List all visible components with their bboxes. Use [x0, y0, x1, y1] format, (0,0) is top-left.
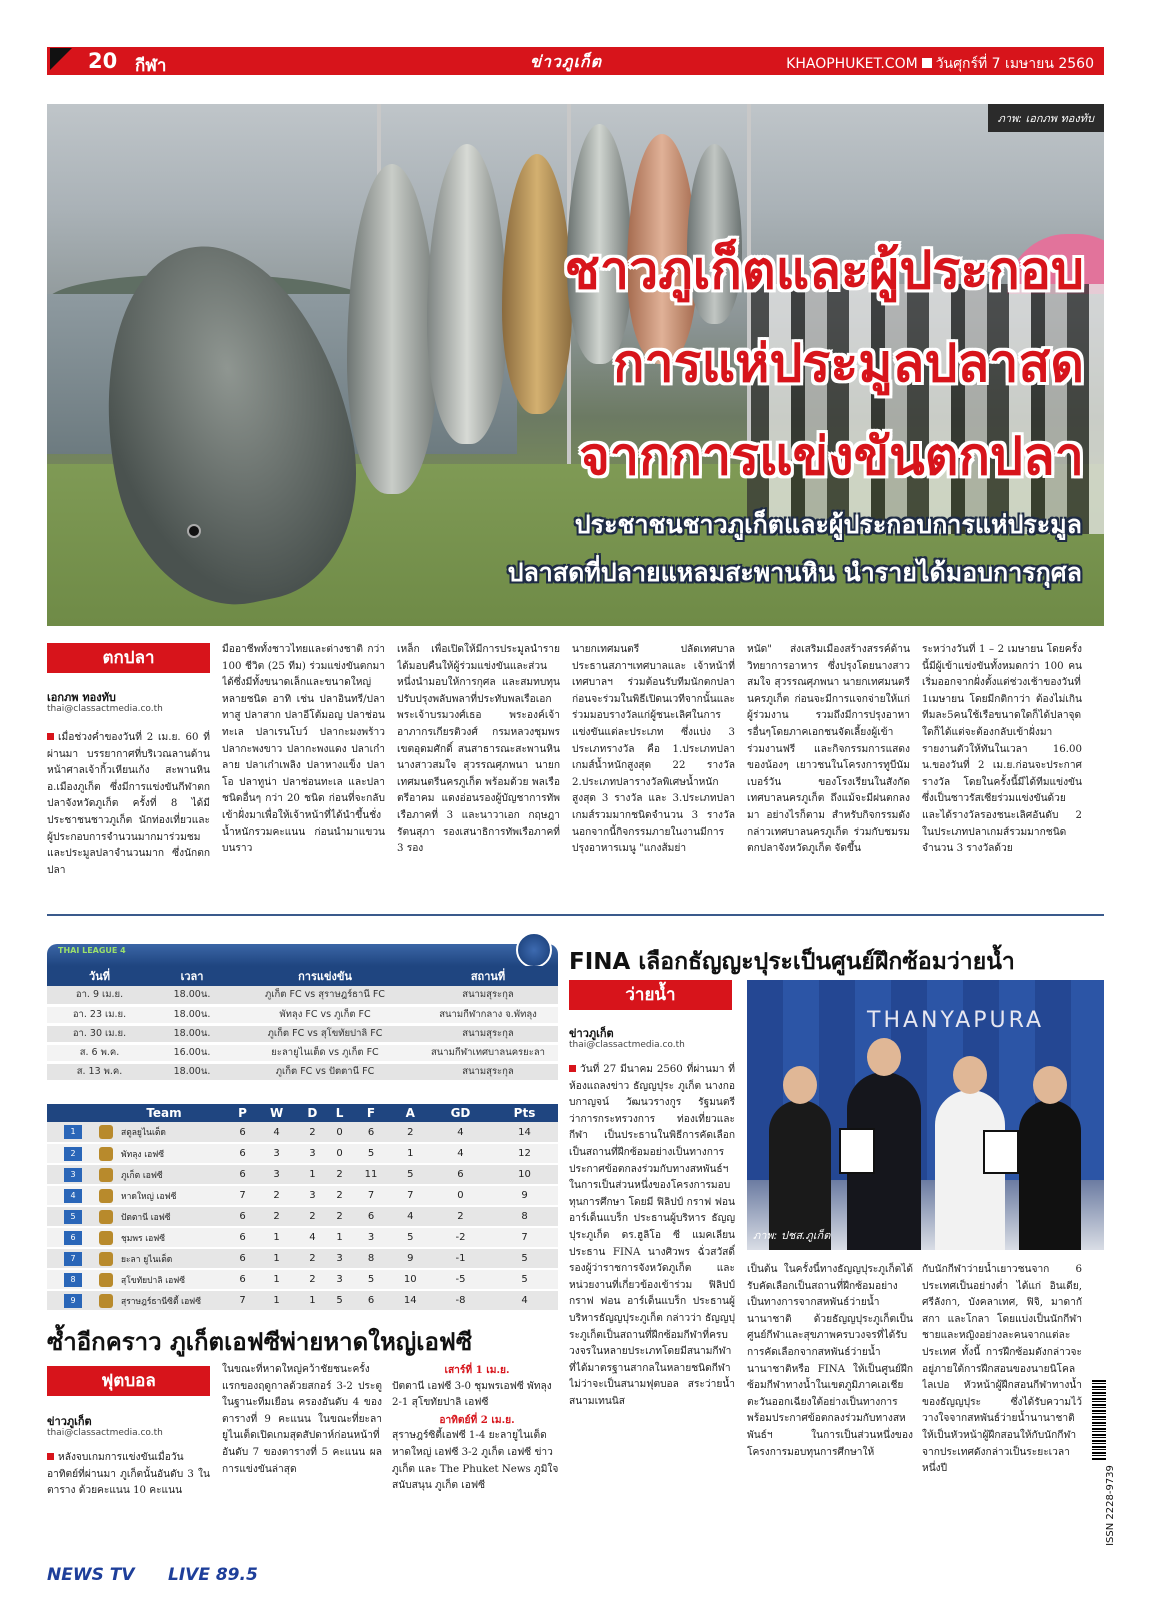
- stat-cell: 7: [229, 1290, 256, 1311]
- stat-cell: 5: [391, 1227, 430, 1248]
- person-head: [867, 1038, 901, 1076]
- fina-column-3: กับนักกีฬาว่ายน้ำเยาวชนจาก 6 ประเทศเป็นอย่างต่ำ ได้แก่ อินเดีย, ศรีลังกา, บังคลาเทศ, ฟิจิ, มาดากัสกา และโกลา โดยแบ่งเป็นนักกีฬาชายและหญิงอย่างละคนจากแต่ละประเทศ ทั้งนี้ การฝึกซ้อมดังกล่าวจะอยู่ภายใต้การฝึกสอนของนายนิโคล ไลเปอ หัวหน้าผู้ฝึกสอนกีฬาทางน้ำของธัญญปุระ ซึ่งได้รับความไว้วางใจจากสหพันธ์ว่ายน้ำนานาชาติให้เป็นหัวหน้าผู้ฝึกสอนให้กับนักกีฬาจากประเทศดังกล่าวเป็นระยะเวลาหนึ่งปี: [922, 1264, 1082, 1475]
- fixture-cell: 16.00น.: [152, 1043, 232, 1062]
- standings-col-rank: [47, 1104, 99, 1122]
- stat-cell: 10: [391, 1269, 430, 1290]
- stat-cell: 2: [391, 1122, 430, 1143]
- football-column-1: [47, 1450, 210, 1550]
- team-crest-icon: [99, 1294, 113, 1308]
- team-cell: [99, 1227, 229, 1248]
- person-head: [1033, 1066, 1067, 1104]
- stat-cell: 1: [328, 1227, 352, 1248]
- fishing-section-label: ตกปลา: [47, 643, 210, 673]
- stat-cell: 9: [391, 1248, 430, 1269]
- football-schedule: [392, 1362, 562, 1495]
- stat-cell: 6: [229, 1248, 256, 1269]
- standings-row: [47, 1248, 558, 1269]
- fina-author: ข่าวภูเก็ต: [569, 1027, 614, 1040]
- team-cell: [99, 1185, 229, 1206]
- team-crest-icon: [99, 1273, 113, 1287]
- fixture-row: [47, 1024, 558, 1043]
- stat-cell: 4: [430, 1143, 491, 1164]
- certificate-folder: [839, 1128, 875, 1174]
- team-crest-icon: [99, 1189, 113, 1203]
- stat-cell: 6: [351, 1206, 390, 1227]
- football-section-label: ฟุตบอล: [47, 1366, 210, 1396]
- newspaper-logo: ข่าวภูเก็ต: [530, 52, 602, 71]
- team-cell: [99, 1122, 229, 1143]
- fishing-column-1-text: เมื่อช่วงค่ำของวันที่ 2 เม.ย. 60 ที่ผ่านมา บรรยากาศที่บริเวณลานด้านหน้าศาลเจ้ากิ้วเหียนเก้ง สะพานหิน อ.เมืองภูเก็ต ซึ่งมีการแข่งขันกีฬาตกปลาจังหวัดภูเก็ต ครั้งที่ 8 ได้มีประชาชนชาวภูเก็ต นักท่องเที่ยวและผู้ประกอบการจำนวนมากมาร่วมชมและประมูลปลาจำนวนมาก ซึ่งนักตกปลา: [47, 732, 210, 876]
- fishing-author: เอกภพ ทองทับ: [47, 691, 116, 704]
- stat-cell: 2: [297, 1122, 328, 1143]
- stat-cell: 2: [328, 1206, 352, 1227]
- fishing-column-5: หนัด" ส่งเสริมเมืองสร้างสรรค์ด้านวิทยาการอาหาร ซึ่งปรุงโดยนางสาวสมใจ สุวรรณศุภพนา นายกเทศมนตรีนครภูเก็ต ก่อนจะมีการแจกจ่ายให้แก่ผู้ร่วมงาน รวมถึงมีการปรุงอาหารอื่นๆโดยภาคเอกชนจัดเลี้ยงผู้เข้าร่วมงานฟรี และกิจกรรมการแสดงของน้องๆ เยาวชนในโครงการทูบีนัมเบอร์วัน ของโรงเรียนในสังกัดเทศบาลนครภูเก็ต ถึงแม้จะมีฝนตกลงมา อย่างไรก็ตาม สำหรับกิจกรรมดังกล่าวเทศบาลนครภูเก็ต ร่วมกับชมรมตกปลาจังหวัดภูเก็ต จัดขึ้น: [747, 644, 910, 855]
- stat-cell: 12: [491, 1143, 558, 1164]
- stat-cell: 2: [430, 1206, 491, 1227]
- red-bullet-icon: [47, 733, 54, 740]
- stat-cell: 7: [391, 1185, 430, 1206]
- rank-cell: [47, 1290, 99, 1311]
- fixture-cell: ภูเก็ต FC vs สุโขทัยปาลิ FC: [232, 1024, 418, 1043]
- fixture-cell: สนามกีฬาเทศบาลนครยะลา: [418, 1043, 558, 1062]
- section-name: กีฬา: [135, 56, 167, 76]
- rank-badge: 8: [64, 1273, 82, 1287]
- stat-cell: 1: [297, 1164, 328, 1185]
- stat-cell: 4: [391, 1206, 430, 1227]
- stat-cell: 4: [491, 1290, 558, 1311]
- team-cell: [99, 1164, 229, 1185]
- issn-barcode: [1092, 1380, 1116, 1550]
- stat-cell: 4: [430, 1122, 491, 1143]
- stat-cell: 5: [491, 1248, 558, 1269]
- stat-cell: 5: [351, 1269, 390, 1290]
- subhead-line-1: ประชาชนชาวภูเก็ตและผู้ประกอบการแห่ประมูล: [574, 510, 1082, 539]
- stat-cell: 14: [391, 1290, 430, 1311]
- rank-badge: 6: [64, 1231, 82, 1245]
- rank-cell: [47, 1206, 99, 1227]
- stat-cell: 3: [328, 1248, 352, 1269]
- fishing-column-2: มืออาชีพทั้งชาวไทยและต่างชาติ กว่า 100 ชีวิต (25 ทีม) ร่วมแข่งขันตกมาได้ซึ่งมีทั้งขนาดเล็กและขนาดใหญ่หลายชนิด อาทิ เช่น ปลาอินทรี/ปลาทาสู ปลาสาก ปลาอีโต้มอญ ปลาช่อนทะเล ปลาเรนโบว์ ปลากะมงพร้าว ปลากะพงขาว ปลากะพงแดง ปลาเก๋าลาย ปลาเก๋าเพลิง ปลาหางแข็ง ปลาโอ ปลาทูน่า ปลาช่อนทะเล และปลาชนิดอื่นๆ กว่า 20 ชนิด ก่อนที่จะกลับเข้าฝั่งมาเพื่อให้เจ้าหน้าที่ได้นำขึ้นชั่งน้ำหนักรวมคะแนน ก่อนนำมาแขวนบนราว: [222, 644, 385, 855]
- team-cell: [99, 1269, 229, 1290]
- photo-brand-text: THANYAPURA: [867, 1008, 1045, 1033]
- saturday-heading: เสาร์ที่ 1 เม.ย.: [444, 1364, 510, 1376]
- stat-cell: 7: [229, 1185, 256, 1206]
- fixture-cell: 18.00น.: [152, 1062, 232, 1081]
- stat-cell: 2: [256, 1206, 297, 1227]
- fina-column-1-text: วันที่ 27 มีนาคม 2560 ที่ผ่านมา ที่ห้องแถลงข่าว ธัญญปุระ ภูเก็ต นางกอบกาญจน์ วัฒนวรางกูร รัฐมนตรีว่าการกระทรวงการ ท่องเที่ยวและกีฬา เป็นประธานในพิธีการคัดเลือกเป็นสถานที่ฝึกซ้อมอย่างเป็นทางการประกาศข้อตกลงร่วมกับทางสหพันธ์ฯ ในการเป็นส่วนหนึ่งของโครงการมอบทุนการศึกษา โดยมี ฟิลิปป์ กราฟ ฟอน อาร์เด็นแบร็ก ประธานผู้บริหาร ธัญญปุระภูเก็ต ดร.ฮูลิโอ ซี แมคเลียน ประธาน FINA นางศิวพร ฉั่วสวัสดิ์ รองผู้ว่าราชการจังหวัดภูเก็ต และหน่วยงานที่เกี่ยวข้องเข้าร่วม ฟิลิปป์ กราฟ ฟอน อาร์เด็นแบร็ก ประธานผู้บริหารธัญญปุระภูเก็ต กล่าวว่า ธัญญปุระภูเก็ตเป็นสถานที่ฝึกซ้อมกีฬาที่ครบวงจรในหลายประเภทโดยมีสนามกีฬาที่ได้มาตรฐานสากลในหลายชนิดกีฬาไม่ว่าจะเป็นสนามฟุตบอล สระว่ายน้ำ สนามเทนนิส: [569, 1064, 735, 1407]
- stat-cell: 2: [297, 1269, 328, 1290]
- rank-badge: 9: [64, 1294, 82, 1308]
- issn-number: ISSN 2228-9739: [1104, 1465, 1116, 1546]
- stat-cell: 2: [328, 1185, 352, 1206]
- football-headline: ซ้ำอีกคราว ภูเก็ตเอฟซีพ่ายหาดใหญ่เอฟซี: [47, 1328, 473, 1356]
- standings-col-w: W: [256, 1104, 297, 1122]
- stat-cell: 2: [328, 1164, 352, 1185]
- footer-logo-live-radio: LIVE 89.5: [168, 1565, 258, 1585]
- rank-badge: 4: [64, 1189, 82, 1203]
- sunday-results: สุราษฎร์ซิตี้เอฟซี 1-4 ยะลายูไนเต็ด หาดใหญ่ เอฟซี 3-2 ภูเก็ต เอฟซี ข่าวภูเก็ต และ The Phuket News ภูมิใจสนับสนุน ภูเก็ต เอฟซี: [392, 1430, 559, 1492]
- stat-cell: 7: [491, 1227, 558, 1248]
- fixture-table: [47, 966, 558, 1083]
- fixture-row: [47, 1043, 558, 1062]
- standings-row: [47, 1185, 558, 1206]
- square-separator-icon: [922, 58, 932, 68]
- stat-cell: 6: [229, 1227, 256, 1248]
- fixture-header-row: [47, 966, 558, 986]
- standings-row: [47, 1269, 558, 1290]
- fixture-cell: สนามสุระกุล: [418, 1062, 558, 1081]
- standings-col-d: D: [297, 1104, 328, 1122]
- team-name: สุโขทัยปาลิ เอฟซี: [121, 1275, 186, 1286]
- stat-cell: 2: [297, 1248, 328, 1269]
- page-number: 20: [88, 49, 118, 73]
- fixture-cell: ส. 13 พ.ค.: [47, 1062, 152, 1081]
- fixture-col-venue: สถานที่: [418, 966, 558, 986]
- team-name: ชุมพร เอฟซี: [121, 1233, 166, 1244]
- team-crest-icon: [99, 1168, 113, 1182]
- football-author: ข่าวภูเก็ต: [47, 1415, 92, 1428]
- team-cell: [99, 1143, 229, 1164]
- stat-cell: 7: [351, 1185, 390, 1206]
- team-cell: [99, 1206, 229, 1227]
- fixture-row: [47, 1062, 558, 1081]
- stat-cell: 8: [351, 1248, 390, 1269]
- team-cell: [99, 1248, 229, 1269]
- fish-shape: [347, 164, 437, 494]
- stat-cell: 3: [351, 1227, 390, 1248]
- site-and-date: [786, 53, 1094, 75]
- stat-cell: -8: [430, 1290, 491, 1311]
- stat-cell: 2: [297, 1206, 328, 1227]
- fina-column-1: [569, 1062, 735, 1550]
- stat-cell: 3: [297, 1185, 328, 1206]
- team-crest-icon: [99, 1147, 113, 1161]
- stat-cell: -5: [430, 1269, 491, 1290]
- fixture-cell: 18.00น.: [152, 986, 232, 1005]
- issue-date: วันศุกร์ที่ 7 เมษายน 2560: [935, 56, 1094, 72]
- fixture-cell: ภูเก็ต FC vs สุราษฎร์ธานี FC: [232, 986, 418, 1005]
- fixture-cell: ยะลายูไนเต็ด vs ภูเก็ต FC: [232, 1043, 418, 1062]
- rank-cell: [47, 1185, 99, 1206]
- standings-col-f: F: [351, 1104, 390, 1122]
- football-column-1-text: หลังจบเกมการแข่งขันเมื่อวันอาทิตย์ที่ผ่านมา ภูเก็ตนั้นอันดับ 3 ในตาราง ด้วยคะแนน 10 คะแนน: [47, 1452, 210, 1497]
- stat-cell: 5: [328, 1290, 352, 1311]
- team-crest-icon: [99, 1231, 113, 1245]
- rank-cell: [47, 1248, 99, 1269]
- barcode-icon: [1092, 1380, 1106, 1460]
- stat-cell: 3: [328, 1269, 352, 1290]
- team-name: หาดใหญ่ เอฟซี: [121, 1191, 177, 1202]
- fixture-cell: อา. 9 เม.ย.: [47, 986, 152, 1005]
- stat-cell: 8: [491, 1206, 558, 1227]
- headline-line-1: ชาวภูเก็ตและผู้ประกอบ: [564, 241, 1084, 301]
- rank-cell: [47, 1143, 99, 1164]
- hero-photo-credit: ภาพ: เอกภพ ทองทับ: [988, 104, 1104, 132]
- headline-line-3: จากการแข่งขันตกปลา: [579, 427, 1084, 487]
- stat-cell: 6: [229, 1269, 256, 1290]
- football-email[interactable]: thai@classactmedia.co.th: [47, 1428, 163, 1438]
- fixture-col-match: การแข่งขัน: [232, 966, 418, 986]
- standings-row: [47, 1164, 558, 1185]
- hero-photo: [47, 104, 1104, 626]
- stat-cell: 9: [491, 1185, 558, 1206]
- stat-cell: 3: [256, 1164, 297, 1185]
- stat-cell: 6: [229, 1206, 256, 1227]
- fina-photo: [747, 980, 1104, 1250]
- stat-cell: -2: [430, 1227, 491, 1248]
- standings-col-team: Team: [99, 1104, 229, 1122]
- fina-photo-credit: ภาพ: ปชส.ภูเก็ต: [753, 1229, 831, 1242]
- fish-shape: [427, 144, 507, 444]
- stat-cell: 5: [491, 1269, 558, 1290]
- fixture-cell: ส. 6 พ.ค.: [47, 1043, 152, 1062]
- fishing-column-3: เหล็ก เพื่อเปิดให้มีการประมูลนำรายได้มอบคืนให้ผู้ร่วมแข่งขันและส่วนหนึ่งนำมอบให้การกุศล และสมทบทุนปรับปรุงพลับพลาที่ประทับพลเรือเอกพระเจ้าบรมวงศ์เธอ พระองค์เจ้าอาภากรเกียรติวงศ์ กรมหลวงชุมพรเขตอุดมศักดิ์ สนสาธารณะสะพานหิน นางสาวสมใจ สุวรรณศุภพนา นายกเทศมนตรีนครภูเก็ต พร้อมด้วย พลเรือตรีอาคม แดงอ่อนรองผู้บัญชาการทัพเรือภาคที่ 3 และนาวาเอก กฤษฎา รัตนสุภา รองเสนาธิการทัพเรือภาคที่ 3 รอง: [397, 644, 560, 855]
- corner-triangle-icon: [50, 48, 72, 70]
- stat-cell: 3: [297, 1143, 328, 1164]
- standings-row: [47, 1227, 558, 1248]
- swimming-section-label: ว่ายน้ำ: [569, 980, 732, 1010]
- stat-cell: 14: [491, 1122, 558, 1143]
- rank-cell: [47, 1227, 99, 1248]
- red-bullet-icon: [569, 1065, 576, 1072]
- stat-cell: 1: [256, 1248, 297, 1269]
- red-bullet-icon: [47, 1453, 54, 1460]
- league-badge-icon: [516, 932, 552, 968]
- fixture-col-date: วันที่: [47, 966, 152, 986]
- fixture-cell: 18.00น.: [152, 1024, 232, 1043]
- saturday-results: ปัตตานี เอฟซี 3-0 ชุมพรเอฟซี พัทลุง 2-1 สุโขทัยปาลิ เอฟซี: [392, 1380, 552, 1409]
- stat-cell: 4: [256, 1122, 297, 1143]
- team-name: สตูลยูไนเต็ด: [121, 1128, 166, 1138]
- stat-cell: 6: [351, 1122, 390, 1143]
- rank-cell: [47, 1122, 99, 1143]
- fixture-cell: สนามกีฬากลาง จ.พัทลุง: [418, 1005, 558, 1024]
- league-logo: THAI LEAGUE 4: [58, 946, 126, 955]
- stat-cell: -1: [430, 1248, 491, 1269]
- person-head: [783, 1066, 817, 1104]
- fina-email[interactable]: thai@classactmedia.co.th: [569, 1040, 685, 1050]
- fina-headline: FINA เลือกธัญญะปุระเป็นศูนย์ฝึกซ้อมว่ายน้ำ: [569, 949, 1015, 975]
- fixture-cell: 18.00น.: [152, 1005, 232, 1024]
- team-name: ปัตตานี เอฟซี: [121, 1212, 171, 1223]
- fixture-cell: พัทลุง FC vs ภูเก็ต FC: [232, 1005, 418, 1024]
- team-crest-icon: [99, 1125, 113, 1139]
- team-crest-icon: [99, 1210, 113, 1224]
- football-column-2: ในขณะที่หาดใหญ่คว้าชัยชนะครั้งแรกของฤดูกาลด้วยสกอร์ 3-2 ประตูในฐานะทีมเยือน ครองอันดับ 4 ของตารางที่ 9 คะแนน ในขณะที่ยะลายูไนเต็ดเปิดเกมสุดสัปดาห์ก่อนหน้าที่อันดับ 7 ของตารางที่ 5 คะแนน ผลการแข่งขันล่าสุด: [222, 1364, 382, 1475]
- rank-cell: [47, 1164, 99, 1185]
- team-name: พัทลุง เอฟซี: [121, 1149, 165, 1160]
- headline-line-2: การแห่ประมูลปลาสด: [613, 334, 1084, 394]
- stat-cell: 0: [328, 1122, 352, 1143]
- standings-header-row: [47, 1104, 558, 1122]
- standings-row: [47, 1122, 558, 1143]
- stat-cell: 0: [328, 1143, 352, 1164]
- fixture-cell: สนามสุระกุล: [418, 1024, 558, 1043]
- standings-row: [47, 1206, 558, 1227]
- fishing-column-6: ระหว่างวันที่ 1 – 2 เมษายน โดยครั้งนี้มีผู้เข้าแข่งขันทั้งหมดกว่า 100 คนเริ่มออกจากฝั่งตั้งแต่ช่วงเช้าของวันที่ 1เมษายน โดยมีกติกาว่า ต้องไม่เกินทีมละ5คนใช้เรือขนาดใดก็ได้ปลาจุดใดก็ได้แต่จะต้องกลับเข้าฝั่งมารายงานตัวให้ทันในเวลา 16.00 น.ของวันที่ 2 เม.ย.ก่อนจะประกาศรางวัล โดยในครั้งนี้มีได้ทีมแข่งขันซึ่งเป็นชาวรัสเซียร่วมแข่งขันด้วยและได้รางวัลรองชนะเลิศอันดับ 2 ในประเภทปลาเกมส์รวมมากชนิดจำนวน 3 รางวัลด้วย: [922, 644, 1082, 855]
- fish-shape: [502, 154, 572, 414]
- stat-cell: 6: [229, 1122, 256, 1143]
- rank-badge: 5: [64, 1210, 82, 1224]
- person-figure: [1019, 1100, 1081, 1250]
- fixture-cell: สนามสุระกุล: [418, 986, 558, 1005]
- fixture-row: [47, 986, 558, 1005]
- team-name: สุราษฎร์ธานีซิตี้ เอฟซี: [121, 1296, 201, 1307]
- site-name[interactable]: KHAOPHUKET.COM: [786, 56, 918, 72]
- standings-col-a: A: [391, 1104, 430, 1122]
- standings-row: [47, 1143, 558, 1164]
- fixture-cell: อา. 23 เม.ย.: [47, 1005, 152, 1024]
- stat-cell: 5: [391, 1164, 430, 1185]
- stat-cell: 1: [256, 1269, 297, 1290]
- rank-badge: 1: [64, 1125, 82, 1139]
- sunday-heading: อาทิตย์ที่ 2 เม.ย.: [439, 1413, 515, 1426]
- standings-col-p: P: [229, 1104, 256, 1122]
- fina-column-2: เป็นต้น ในครั้งนี้ทางธัญญปุระภูเก็ตได้รับคัดเลือกเป็นสถานที่ฝึกซ้อมอย่างเป็นทางการจากสหพันธ์ว่ายน้ำนานาชาติ ด้วยธัญญปุระภูเก็ตเป็นศูนย์กีฬาและสุขภาพครบวงจรที่ได้รับการคัดเลือกจากสหพันธ์ว่ายน้ำนานาชาติหรือ FINA ให้เป็นศูนย์ฝึกซ้อมกีฬาทางน้ำในเขตภูมิภาคเอเชียตะวันออกเฉียงใต้อย่างเป็นทางการ พร้อมประกาศข้อตกลงร่วมกับทางสหพันธ์ฯ ในการเป็นส่วนหนึ่งของโครงการมอบทุนการศึกษาให้: [747, 1264, 913, 1458]
- person-head: [953, 1056, 987, 1094]
- stat-cell: 2: [256, 1185, 297, 1206]
- stat-cell: 10: [491, 1164, 558, 1185]
- fish-eye-shape: [187, 524, 201, 538]
- stat-cell: 3: [256, 1143, 297, 1164]
- fishing-email[interactable]: thai@classactmedia.co.th: [47, 704, 163, 714]
- stat-cell: 6: [229, 1164, 256, 1185]
- standings-table: [47, 1104, 558, 1312]
- fixture-col-time: เวลา: [152, 966, 232, 986]
- fixture-cell: ภูเก็ต FC vs ปัตตานี FC: [232, 1062, 418, 1081]
- team-name: ยะลา ยูไนเต็ด: [121, 1254, 173, 1265]
- footer-logo-news-tv: NEWS TV: [47, 1565, 135, 1585]
- subhead-line-2: ปลาสดที่ปลายแหลมสะพานหิน นำรายได้มอบการกุศล: [507, 558, 1082, 587]
- stat-cell: 6: [351, 1290, 390, 1311]
- team-crest-icon: [99, 1252, 113, 1266]
- fishing-column-1: [47, 730, 210, 896]
- section-divider: [47, 914, 1104, 916]
- standings-row: [47, 1290, 558, 1311]
- team-name: ภูเก็ต เอฟซี: [121, 1170, 163, 1181]
- certificate-folder: [983, 1130, 1019, 1174]
- rank-badge: 3: [64, 1168, 82, 1182]
- stat-cell: 5: [351, 1143, 390, 1164]
- fishing-column-4: นายกเทศมนตรี ปลัดเทศบาล ประธานสภาฯเทศบาลและ เจ้าหน้าที่เทศบาลฯ ร่วมต้อนรับทีมนักตกปลา ก่อนจะร่วมในพิธีเปิดนเวทีจากนั้นและร่วมมอบรางวัลแก่ผู้ชนะเลิศในการแข่งขันแต่ละประเภท ซึ่งแบ่ง 3 ประเภทรางวัล คือ 1.ประเภทปลาเกมส์น้ำหนักสูงสุด 22 รางวัล 2.ประเภทปลารางวัลพิเศษน้ำหนักสูงสุด 3 รางวัล และ 3.ประเภทปลาเกมส์รวมมากชนิดจำนวน 3 รางวัล นอกจากนี้กิจกรรมภายในงานมีการปรุงอาหารเมนู "แกงส้มย่า: [572, 644, 735, 855]
- stat-cell: 6: [229, 1143, 256, 1164]
- stat-cell: 1: [256, 1227, 297, 1248]
- crowd-shape: [747, 284, 1104, 534]
- rank-cell: [47, 1269, 99, 1290]
- stat-cell: 1: [391, 1143, 430, 1164]
- standings-col-l: L: [328, 1104, 352, 1122]
- stat-cell: 4: [297, 1227, 328, 1248]
- stat-cell: 0: [430, 1185, 491, 1206]
- stat-cell: 1: [256, 1290, 297, 1311]
- rank-badge: 7: [64, 1252, 82, 1266]
- stat-cell: 6: [430, 1164, 491, 1185]
- standings-col-gd: GD: [430, 1104, 491, 1122]
- rank-badge: 2: [64, 1147, 82, 1161]
- fixture-row: [47, 1005, 558, 1024]
- team-cell: [99, 1290, 229, 1311]
- fixture-cell: อา. 30 เม.ย.: [47, 1024, 152, 1043]
- standings-col-pts: Pts: [491, 1104, 558, 1122]
- stat-cell: 1: [297, 1290, 328, 1311]
- stat-cell: 11: [351, 1164, 390, 1185]
